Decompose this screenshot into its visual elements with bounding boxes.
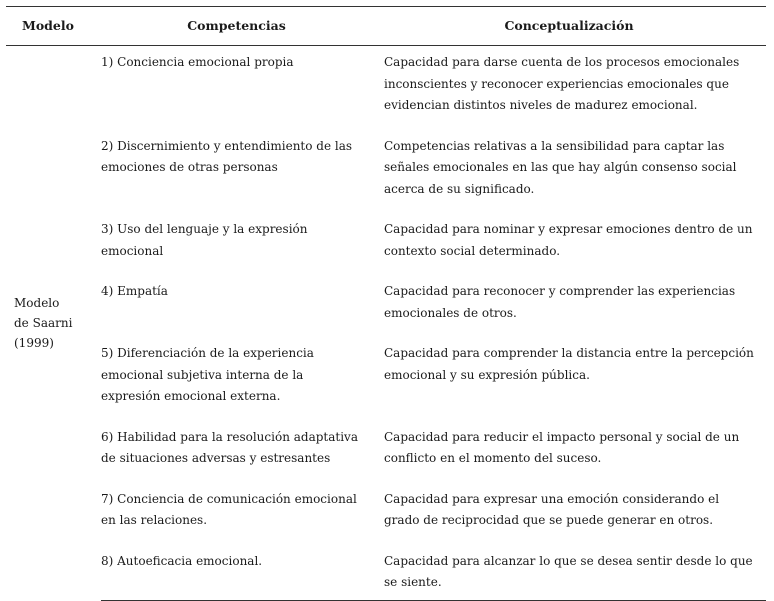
conceptualizacion-cell: Capacidad para expresar una emoción considerando el grado de reciprocidad que se puede generar en otros. — [384, 491, 720, 527]
conceptualizacion-cell: Competencias relativas a la sensibilidad para captar las señales emocionales en las que hay algún consenso social acerca de su significado. — [384, 138, 737, 196]
header-competencias: Competencias — [101, 7, 372, 46]
competencia-cell: 7) Conciencia de comunicación emocional en las relaciones. — [101, 491, 357, 527]
table-header-row — [6, 7, 766, 46]
conceptualizacion-cell: Capacidad para darse cuenta de los procesos emocionales inconscientes y reconocer experiencias emocionales que evidencian distintos niveles de madurez emocional. — [384, 55, 740, 112]
competencia-cell: 8) Autoeficacia emocional. — [101, 543, 372, 601]
competencia-cell: 3) Uso del lenguaje y la expresión emocional — [101, 222, 308, 258]
competencias-table — [6, 6, 766, 601]
competencia-cell: 6) Habilidad para la resolución adaptativa de situaciones adversas y estresantes — [101, 429, 358, 465]
competencia-cell: 4) Empatía — [101, 284, 168, 298]
table-row — [6, 273, 766, 335]
modelo-line: de Saarni — [14, 316, 73, 330]
table-row — [6, 128, 766, 212]
header-conceptualizacion: Conceptualización — [372, 7, 766, 46]
modelo-line: Modelo — [14, 296, 60, 310]
competencia-cell: 5) Diferenciación de la experiencia emocional subjetiva interna de la expresión emocional externa. — [101, 346, 314, 403]
competencias-table-container — [6, 6, 766, 601]
table-row — [6, 335, 766, 419]
conceptualizacion-cell: Capacidad para reducir el impacto personal y social de un conflicto en el momento del suceso. — [384, 429, 740, 465]
modelo-cell — [6, 46, 101, 601]
table-row — [6, 481, 766, 543]
header-modelo: Modelo — [6, 7, 101, 46]
modelo-line: (1999) — [14, 336, 54, 350]
table-row — [6, 419, 766, 481]
table-row — [6, 46, 766, 128]
conceptualizacion-cell: Capacidad para comprender la distancia entre la percepción emocional y su expresión pública. — [384, 346, 754, 382]
competencia-cell: 1) Conciencia emocional propia — [101, 55, 294, 69]
table-row — [6, 543, 766, 601]
competencia-cell: 2) Discernimiento y entendimiento de las emociones de otras personas — [101, 138, 353, 174]
conceptualizacion-cell: Capacidad para alcanzar lo que se desea sentir desde lo que se siente. — [372, 543, 766, 601]
conceptualizacion-cell: Capacidad para reconocer y comprender las experiencias emocionales de otros. — [384, 284, 736, 320]
conceptualizacion-cell: Capacidad para nominar y expresar emociones dentro de un contexto social determinado. — [384, 222, 753, 258]
table-row — [6, 211, 766, 273]
